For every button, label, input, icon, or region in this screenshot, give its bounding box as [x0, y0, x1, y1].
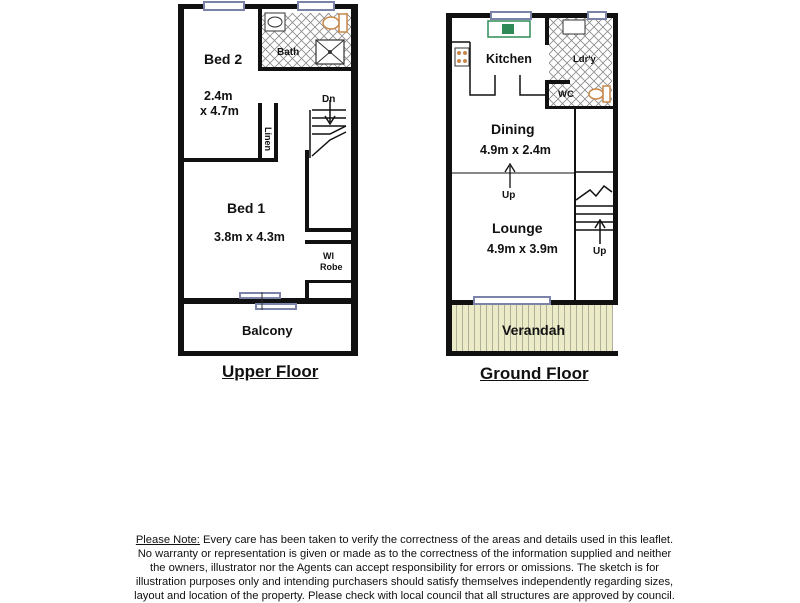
sink-icon — [488, 21, 530, 37]
bed2-dim-line2: x 4.7m — [200, 104, 239, 118]
ground-floor-title: Ground Floor — [480, 364, 589, 383]
upper-staircase — [310, 100, 346, 158]
up-label-center: Up — [502, 190, 516, 201]
dining-dims: 4.9m x 2.4m — [480, 143, 551, 157]
lounge-door — [474, 297, 550, 304]
bed2-label: Bed 2 — [204, 51, 243, 67]
lounge-label: Lounge — [492, 220, 543, 236]
ground-floor-plan — [446, 12, 618, 356]
balcony-label: Balcony — [242, 323, 293, 338]
bed1-dims: 3.8m x 4.3m — [214, 230, 285, 244]
disclaimer-lead: Please Note: — [135, 534, 200, 546]
laundry-tub-icon — [563, 20, 585, 34]
up-label-stair: Up — [593, 246, 607, 257]
disclaimer-text: Every care has been taken to verify the correctness of the areas and details used in this leaflet. No warranty or representation is given or made as to the correctness of the information supplied and neither the owners, illustrator nor the Agents can accept responsibility for errors or omissions. The sketch is for illustration purposes only and intending purchasers should satisfy themselves independently regarding sizes, layout and location of the property. Please check with local council that all structures are approved by council. — [134, 534, 675, 602]
bed2-dim-line1: 2.4m — [204, 89, 233, 103]
shower-icon — [316, 40, 344, 64]
disclaimer-note — [132, 533, 677, 603]
bed1-label: Bed 1 — [227, 200, 266, 216]
bed2-window — [204, 2, 244, 10]
robe-label-line2: Robe — [320, 262, 343, 272]
kitchen-window — [491, 12, 531, 19]
cooktop-icon — [455, 48, 469, 66]
ground-staircase — [576, 172, 613, 244]
laundry-label: Ldr'y — [573, 54, 596, 65]
laundry-window — [588, 12, 606, 19]
up-arrow-center — [505, 164, 515, 188]
upper-floor-plan — [178, 2, 358, 356]
dining-label: Dining — [491, 121, 535, 137]
wc-label: WC — [558, 89, 574, 100]
dn-label: Dn — [322, 94, 336, 105]
upper-floor-title: Upper Floor — [222, 362, 319, 381]
kitchen-label: Kitchen — [486, 52, 532, 66]
basin-icon — [265, 13, 285, 31]
linen-label: Linen — [263, 127, 273, 151]
bath-window — [298, 2, 334, 10]
verandah-label: Verandah — [502, 322, 566, 338]
robe-label-line1: WI — [323, 251, 334, 261]
lounge-dims: 4.9m x 3.9m — [487, 242, 558, 256]
bath-label: Bath — [277, 47, 300, 58]
